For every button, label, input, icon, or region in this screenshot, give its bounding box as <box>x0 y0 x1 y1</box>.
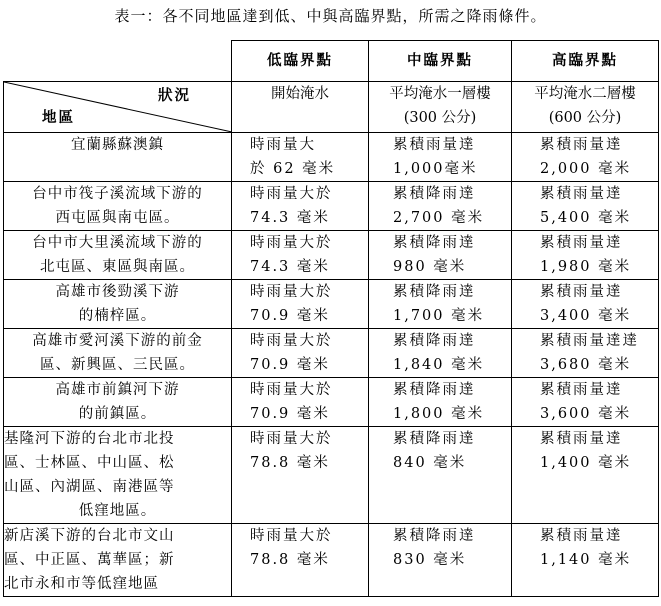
region-cell <box>4 524 232 597</box>
value-cell-low <box>232 182 369 231</box>
high-threshold-text: 累積雨量達 <box>540 431 623 447</box>
low-threshold-text: 70.9 毫米 <box>250 406 330 422</box>
table-row <box>4 329 659 378</box>
value-cell-low <box>232 329 369 378</box>
high-threshold-text: 1,400 毫米 <box>540 455 632 471</box>
column-header-row <box>4 41 659 82</box>
region-text: 西屯區與南屯區。 <box>55 210 180 226</box>
value-cell-mid <box>369 378 512 427</box>
high-threshold-text: 1,140 毫米 <box>540 552 632 568</box>
region-text: 區、新興區、三民區。 <box>40 357 195 373</box>
high-threshold-text: 3,600 毫米 <box>540 406 632 422</box>
region-text: 區、士林區、中山區、松 <box>4 455 175 471</box>
mid-threshold-text: 累積降雨達 <box>393 528 476 544</box>
mid-threshold-text: 累積降雨達 <box>393 333 476 349</box>
region-text: 北市永和市等低窪地區 <box>4 576 159 592</box>
mid-threshold-text: 1,700 毫米 <box>393 308 485 324</box>
low-threshold-text: 74.3 毫米 <box>250 259 330 275</box>
table-row <box>4 378 659 427</box>
region-text: 新店溪下游的台北市文山 <box>4 528 175 544</box>
value-cell-mid <box>369 133 512 182</box>
low-threshold-text: 時雨量大於 <box>250 431 333 447</box>
region-text: 區、中正區、萬華區；新 <box>4 552 175 568</box>
value-cell-mid <box>369 182 512 231</box>
table-caption: 表一：各不同地區達到低、中與高臨界點，所需之降雨條件。 <box>114 7 547 25</box>
table-row <box>4 280 659 329</box>
region-text: 的楠梓區。 <box>78 308 157 324</box>
header-status-label: 狀況 <box>158 87 191 104</box>
mid-threshold-text: 840 毫米 <box>393 455 467 471</box>
condition-mid: 平均淹水一層樓 (300 公分) <box>369 82 512 133</box>
mid-threshold-text: 2,700 毫米 <box>393 210 485 226</box>
high-threshold-text: 2,000 毫米 <box>540 161 632 177</box>
low-threshold-text: 時雨量大於 <box>250 382 333 398</box>
mid-threshold-text: 累積降雨達 <box>393 431 476 447</box>
value-cell-mid <box>369 329 512 378</box>
mid-threshold-text: 980 毫米 <box>393 259 467 275</box>
value-cell-high <box>512 427 659 524</box>
high-threshold-text: 累積雨量達 <box>540 528 623 544</box>
low-threshold-text: 時雨量大於 <box>250 333 333 349</box>
table-body <box>4 133 659 597</box>
condition-high: 平均淹水二層樓 (600 公分) <box>512 82 659 133</box>
mid-threshold-text: 累積降雨達 <box>393 382 476 398</box>
header-blank-cell <box>4 41 232 82</box>
high-threshold-text: 累積雨量達 <box>540 235 623 251</box>
mid-threshold-text: 1,000毫米 <box>393 161 478 177</box>
value-cell-low <box>232 280 369 329</box>
value-cell-low <box>232 427 369 524</box>
table-row <box>4 133 659 182</box>
diagonal-line <box>4 82 231 132</box>
condition-low: 開始淹水 <box>232 82 369 133</box>
mid-threshold-text: 累積降雨達 <box>393 284 476 300</box>
value-cell-high <box>512 182 659 231</box>
low-threshold-text: 時雨量大於 <box>250 235 333 251</box>
region-text: 宜蘭縣蘇澳鎮 <box>71 137 164 153</box>
header-region-label: 地區 <box>42 109 75 126</box>
table-row <box>4 427 659 524</box>
col-header-low: 低臨界點 <box>232 41 369 82</box>
region-cell <box>4 280 232 329</box>
region-text: 高雄市愛河溪下游的前金 <box>32 333 203 349</box>
mid-threshold-text: 累積降雨達 <box>393 235 476 251</box>
region-text: 山區、內湖區、南港區等 <box>4 479 175 495</box>
region-cell <box>4 329 232 378</box>
low-threshold-text: 時雨量大於 <box>250 186 333 202</box>
low-threshold-text: 74.3 毫米 <box>250 210 330 226</box>
value-cell-high <box>512 133 659 182</box>
mid-threshold-text: 累積降雨達 <box>393 186 476 202</box>
high-threshold-text: 3,400 毫米 <box>540 308 632 324</box>
region-cell <box>4 231 232 280</box>
col-header-mid: 中臨界點 <box>369 41 512 82</box>
value-cell-low <box>232 524 369 597</box>
table-row <box>4 524 659 597</box>
mid-threshold-text: 1,840 毫米 <box>393 357 485 373</box>
value-cell-mid <box>369 280 512 329</box>
region-text: 台中市大里溪流域下游的 <box>32 235 203 251</box>
low-threshold-text: 78.8 毫米 <box>250 455 330 471</box>
region-text: 的前鎮區。 <box>78 406 157 422</box>
value-cell-low <box>232 378 369 427</box>
mid-threshold-text: 累積雨量達 <box>393 137 476 153</box>
region-text: 低窪地區。 <box>78 503 157 519</box>
col-header-high: 高臨界點 <box>512 41 659 82</box>
high-threshold-text: 5,400 毫米 <box>540 210 632 226</box>
value-cell-high <box>512 231 659 280</box>
low-threshold-text: 70.9 毫米 <box>250 308 330 324</box>
value-cell-high <box>512 329 659 378</box>
low-threshold-text: 時雨量大於 <box>250 528 333 544</box>
value-cell-mid <box>369 231 512 280</box>
mid-threshold-text: 830 毫米 <box>393 552 467 568</box>
high-threshold-text: 累積雨量達 <box>540 186 623 202</box>
high-threshold-text: 累積雨量達 <box>540 382 623 398</box>
condition-row <box>4 82 659 133</box>
region-text: 基隆河下游的台北市北投 <box>4 431 175 447</box>
high-threshold-text: 累積雨量達 <box>540 137 623 153</box>
value-cell-mid <box>369 524 512 597</box>
high-threshold-text: 3,680 毫米 <box>540 357 632 373</box>
value-cell-high <box>512 524 659 597</box>
region-text: 台中市筏子溪流域下游的 <box>32 186 203 202</box>
low-threshold-text: 於 62 毫米 <box>250 161 336 177</box>
table-row <box>4 231 659 280</box>
region-text: 高雄市後勁溪下游 <box>55 284 180 300</box>
value-cell-mid <box>369 427 512 524</box>
low-threshold-text: 70.9 毫米 <box>250 357 330 373</box>
diagonal-header-cell <box>4 82 232 133</box>
region-text: 北屯區、東區與南區。 <box>40 259 195 275</box>
high-threshold-text: 累積雨量達 <box>540 284 623 300</box>
low-threshold-text: 時雨量大於 <box>250 284 333 300</box>
rainfall-threshold-table <box>3 40 659 597</box>
high-threshold-text: 1,980 毫米 <box>540 259 632 275</box>
value-cell-low <box>232 231 369 280</box>
value-cell-high <box>512 378 659 427</box>
region-cell <box>4 133 232 182</box>
region-text: 高雄市前鎮河下游 <box>55 382 180 398</box>
table-row <box>4 182 659 231</box>
region-cell <box>4 182 232 231</box>
region-cell <box>4 378 232 427</box>
low-threshold-text: 78.8 毫米 <box>250 552 330 568</box>
value-cell-low <box>232 133 369 182</box>
region-cell <box>4 427 232 524</box>
low-threshold-text: 時雨量大 <box>250 137 316 153</box>
high-threshold-text: 累積雨量達達 <box>540 333 639 349</box>
value-cell-high <box>512 280 659 329</box>
mid-threshold-text: 1,800 毫米 <box>393 406 485 422</box>
